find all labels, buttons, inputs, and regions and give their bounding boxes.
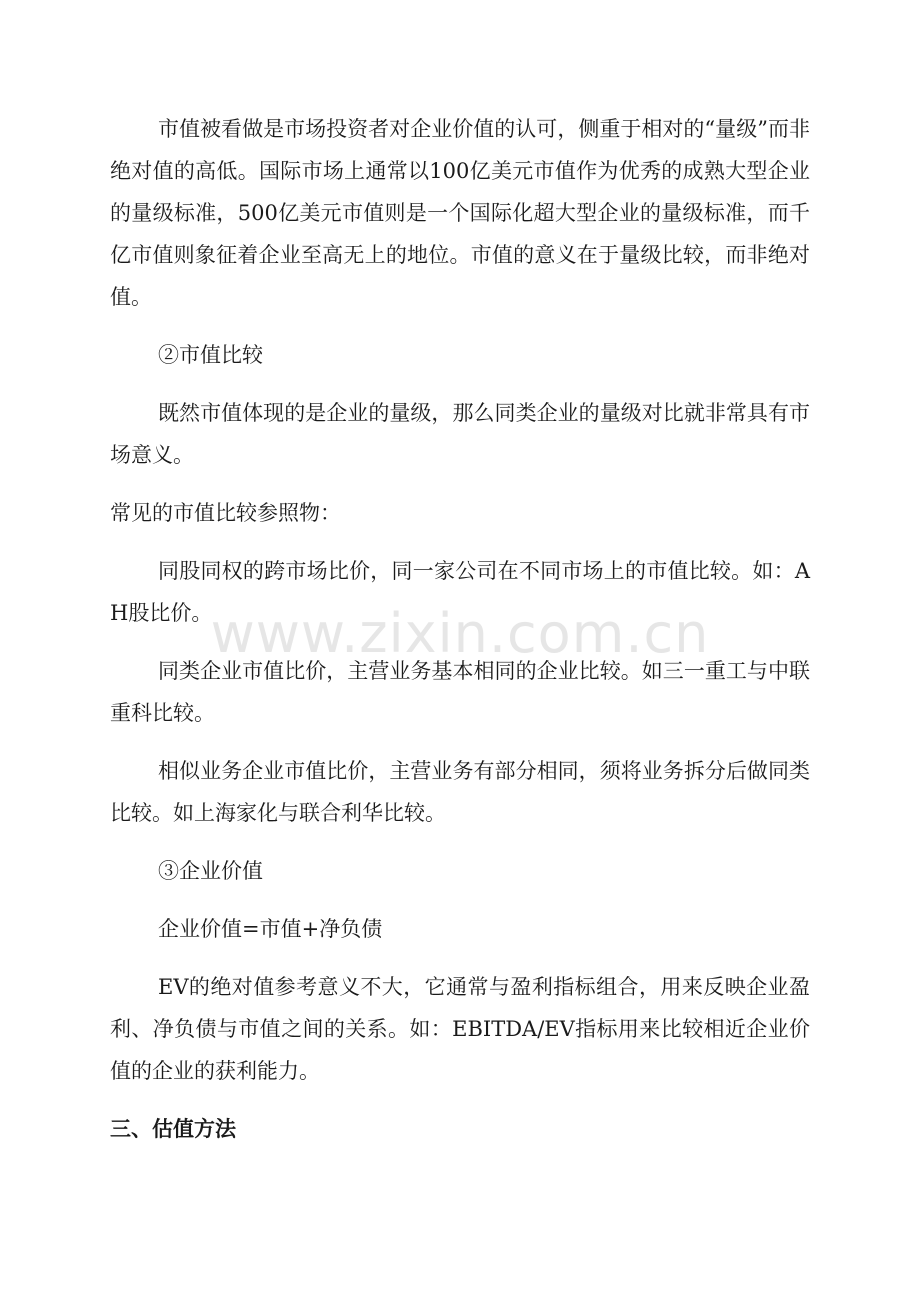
watermark: www.zixin.com.cn	[210, 602, 710, 665]
document-body	[110, 108, 810, 1150]
subheading-market-value-comparison: ②市值比较	[158, 343, 263, 367]
paragraph-cross-market-comparison: 同股同权的跨市场比价，同一家公司在不同市场上的市值比较。如：AH股比价。	[110, 559, 810, 625]
section-heading-valuation-methods: 三、估值方法	[110, 1117, 236, 1141]
paragraph-market-value-meaning: 市值被看做是市场投资者对企业价值的认可，侧重于相对的“量级”而非绝对值的高低。国际市场上通常以100亿美元市值作为优秀的成熟大型企业的量级标准，500亿美元市值则是一个国际化超大型企业的量级标准，而千亿市值则象征着企业至高无上的地位。市值的意义在于量级比较，而非绝对值。	[110, 117, 810, 309]
subheading-enterprise-value: ③企业价值	[158, 859, 263, 883]
paragraph-same-industry-comparison: 同类企业市值比价，主营业务基本相同的企业比较。如三一重工与中联重科比较。	[110, 659, 810, 725]
paragraph-common-references: 常见的市值比较参照物：	[110, 501, 341, 525]
paragraph-ev-usage: EV的绝对值参考意义不大，它通常与盈利指标组合，用来反映企业盈利、净负债与市值之间的关系。如：EBITDA/EV指标用来比较相近企业价值的企业的获利能力。	[110, 975, 810, 1083]
paragraph-ev-formula: 企业价值=市值+净负债	[158, 917, 383, 941]
paragraph-similar-business-comparison: 相似业务企业市值比价，主营业务有部分相同，须将业务拆分后做同类比较。如上海家化与联合利华比较。	[110, 759, 810, 825]
paragraph-same-type-comparison: 既然市值体现的是企业的量级，那么同类企业的量级对比就非常具有市场意义。	[110, 401, 810, 467]
